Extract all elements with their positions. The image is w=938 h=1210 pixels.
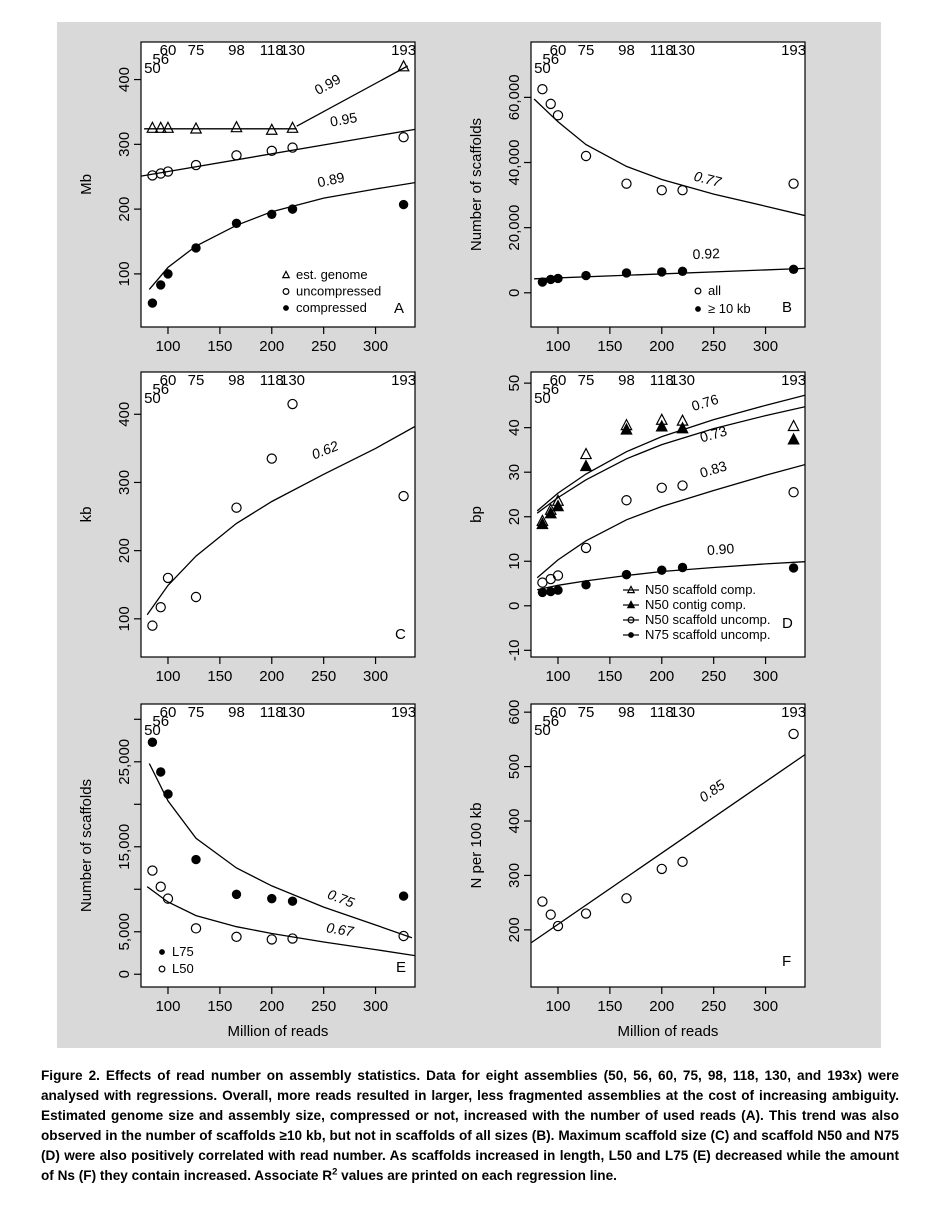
svg-text:98: 98 bbox=[618, 372, 635, 389]
svg-text:100: 100 bbox=[545, 998, 571, 1015]
svg-text:98: 98 bbox=[228, 42, 245, 59]
svg-text:200: 200 bbox=[649, 998, 675, 1015]
svg-text:400: 400 bbox=[506, 808, 523, 834]
svg-text:118: 118 bbox=[649, 372, 674, 389]
svg-text:300: 300 bbox=[363, 338, 389, 352]
svg-text:600: 600 bbox=[506, 699, 523, 725]
svg-text:60: 60 bbox=[159, 42, 177, 59]
svg-text:60,000: 60,000 bbox=[506, 74, 523, 121]
svg-text:60: 60 bbox=[549, 42, 567, 59]
svg-text:60: 60 bbox=[549, 372, 567, 389]
svg-text:L50: L50 bbox=[172, 961, 194, 976]
svg-text:0.77: 0.77 bbox=[692, 167, 723, 190]
svg-text:75: 75 bbox=[187, 372, 205, 389]
svg-text:100: 100 bbox=[155, 338, 181, 352]
svg-text:118: 118 bbox=[259, 372, 284, 389]
svg-text:193: 193 bbox=[391, 42, 417, 59]
svg-text:60: 60 bbox=[549, 704, 567, 721]
svg-text:50: 50 bbox=[144, 390, 161, 407]
svg-text:98: 98 bbox=[618, 704, 635, 721]
figure-caption bbox=[41, 1066, 899, 1186]
panel-F bbox=[469, 682, 881, 1048]
svg-text:98: 98 bbox=[228, 704, 245, 721]
svg-text:100: 100 bbox=[116, 606, 133, 632]
svg-text:L75: L75 bbox=[172, 944, 194, 959]
svg-text:0.90: 0.90 bbox=[706, 540, 735, 559]
svg-text:250: 250 bbox=[701, 338, 727, 352]
caption-superscript: 2 bbox=[332, 1166, 338, 1178]
svg-text:0: 0 bbox=[506, 601, 523, 610]
svg-text:130: 130 bbox=[280, 42, 306, 59]
svg-text:118: 118 bbox=[259, 42, 284, 59]
svg-text:150: 150 bbox=[597, 668, 623, 682]
svg-text:98: 98 bbox=[228, 372, 245, 389]
svg-text:50: 50 bbox=[506, 374, 523, 392]
svg-text:150: 150 bbox=[597, 998, 623, 1015]
svg-text:F: F bbox=[782, 953, 792, 970]
svg-text:Number of scaffolds: Number of scaffolds bbox=[78, 778, 95, 913]
svg-text:300: 300 bbox=[116, 131, 133, 157]
svg-text:100: 100 bbox=[545, 338, 571, 352]
svg-text:200: 200 bbox=[259, 668, 285, 682]
svg-text:N50 contig comp.: N50 contig comp. bbox=[645, 597, 747, 612]
svg-text:193: 193 bbox=[781, 372, 807, 389]
svg-text:0.75: 0.75 bbox=[325, 885, 357, 911]
svg-text:0.99: 0.99 bbox=[311, 70, 344, 98]
svg-text:300: 300 bbox=[753, 668, 779, 682]
svg-text:75: 75 bbox=[187, 704, 205, 721]
svg-text:0.95: 0.95 bbox=[328, 109, 359, 130]
svg-text:200: 200 bbox=[116, 538, 133, 564]
svg-text:all: all bbox=[708, 283, 722, 298]
svg-text:50: 50 bbox=[144, 722, 161, 739]
svg-text:-10: -10 bbox=[506, 639, 523, 662]
figure-area bbox=[57, 22, 881, 1048]
svg-text:Million of reads: Million of reads bbox=[617, 1023, 719, 1040]
svg-text:D: D bbox=[782, 615, 793, 632]
svg-text:300: 300 bbox=[506, 862, 523, 888]
svg-text:0.85: 0.85 bbox=[696, 776, 728, 806]
svg-text:400: 400 bbox=[116, 67, 133, 93]
svg-text:56: 56 bbox=[152, 713, 170, 730]
svg-text:Million of reads: Million of reads bbox=[227, 1023, 329, 1040]
svg-text:5,000: 5,000 bbox=[116, 912, 133, 951]
svg-text:Mb: Mb bbox=[78, 174, 95, 195]
svg-text:200: 200 bbox=[116, 196, 133, 222]
svg-text:200: 200 bbox=[259, 338, 285, 352]
svg-text:100: 100 bbox=[116, 261, 133, 287]
svg-text:20,000: 20,000 bbox=[506, 204, 523, 251]
svg-text:200: 200 bbox=[506, 917, 523, 943]
svg-text:A: A bbox=[394, 300, 405, 317]
svg-text:30: 30 bbox=[506, 463, 523, 481]
svg-text:40: 40 bbox=[506, 419, 523, 437]
svg-text:0.76: 0.76 bbox=[689, 390, 721, 415]
svg-text:200: 200 bbox=[649, 668, 675, 682]
svg-text:kb: kb bbox=[78, 506, 95, 523]
svg-text:C: C bbox=[395, 626, 406, 643]
svg-text:56: 56 bbox=[542, 713, 560, 730]
svg-text:0.89: 0.89 bbox=[315, 168, 346, 191]
svg-text:100: 100 bbox=[155, 668, 181, 682]
svg-text:98: 98 bbox=[618, 42, 635, 59]
svg-text:200: 200 bbox=[649, 338, 675, 352]
svg-text:118: 118 bbox=[259, 704, 284, 721]
svg-text:150: 150 bbox=[597, 338, 623, 352]
svg-text:10: 10 bbox=[506, 552, 523, 570]
svg-text:193: 193 bbox=[781, 704, 807, 721]
svg-text:≥ 10 kb: ≥ 10 kb bbox=[708, 301, 751, 316]
svg-text:100: 100 bbox=[155, 998, 181, 1015]
svg-text:56: 56 bbox=[152, 51, 170, 68]
svg-text:250: 250 bbox=[701, 668, 727, 682]
svg-text:N per 100 kb: N per 100 kb bbox=[469, 802, 485, 889]
svg-text:bp: bp bbox=[469, 506, 485, 523]
svg-text:75: 75 bbox=[577, 42, 595, 59]
svg-text:130: 130 bbox=[670, 42, 696, 59]
svg-text:56: 56 bbox=[152, 381, 170, 398]
svg-text:130: 130 bbox=[670, 372, 696, 389]
svg-text:0.62: 0.62 bbox=[309, 437, 341, 463]
svg-text:56: 56 bbox=[542, 51, 560, 68]
svg-text:400: 400 bbox=[116, 401, 133, 427]
svg-text:20: 20 bbox=[506, 508, 523, 526]
svg-text:300: 300 bbox=[753, 998, 779, 1015]
svg-text:300: 300 bbox=[753, 338, 779, 352]
svg-text:50: 50 bbox=[534, 722, 551, 739]
svg-text:compressed: compressed bbox=[296, 300, 367, 315]
panel-A bbox=[57, 22, 469, 352]
svg-text:0: 0 bbox=[116, 970, 133, 979]
svg-text:200: 200 bbox=[259, 998, 285, 1015]
svg-text:60: 60 bbox=[159, 372, 177, 389]
caption-text-end: values are printed on each regression line. bbox=[337, 1168, 617, 1183]
svg-text:56: 56 bbox=[542, 381, 560, 398]
svg-text:50: 50 bbox=[144, 60, 161, 77]
svg-text:N50 scaffold comp.: N50 scaffold comp. bbox=[645, 582, 757, 597]
svg-text:130: 130 bbox=[670, 704, 696, 721]
svg-text:B: B bbox=[782, 299, 793, 316]
svg-text:150: 150 bbox=[207, 668, 233, 682]
svg-text:60: 60 bbox=[159, 704, 177, 721]
svg-text:300: 300 bbox=[116, 469, 133, 495]
svg-text:15,000: 15,000 bbox=[116, 823, 133, 870]
svg-text:25,000: 25,000 bbox=[116, 738, 133, 785]
svg-text:0.73: 0.73 bbox=[698, 422, 729, 446]
svg-text:250: 250 bbox=[311, 998, 337, 1015]
panel-C bbox=[57, 352, 469, 682]
svg-text:0.67: 0.67 bbox=[325, 919, 355, 940]
svg-text:50: 50 bbox=[534, 390, 551, 407]
svg-text:75: 75 bbox=[577, 372, 595, 389]
svg-text:0: 0 bbox=[506, 288, 523, 297]
svg-text:40,000: 40,000 bbox=[506, 139, 523, 186]
panel-B bbox=[469, 22, 881, 352]
svg-text:300: 300 bbox=[363, 998, 389, 1015]
svg-text:E: E bbox=[396, 959, 407, 976]
svg-text:0.92: 0.92 bbox=[692, 245, 721, 263]
panel-D bbox=[469, 352, 881, 682]
svg-text:193: 193 bbox=[391, 372, 417, 389]
svg-text:193: 193 bbox=[781, 42, 807, 59]
svg-text:193: 193 bbox=[391, 704, 417, 721]
svg-text:uncompressed: uncompressed bbox=[296, 283, 382, 299]
svg-text:250: 250 bbox=[701, 998, 727, 1015]
panel-E bbox=[57, 682, 469, 1048]
svg-text:150: 150 bbox=[207, 338, 233, 352]
svg-text:300: 300 bbox=[363, 668, 389, 682]
svg-text:118: 118 bbox=[649, 704, 674, 721]
svg-text:est. genome: est. genome bbox=[296, 267, 368, 282]
svg-text:130: 130 bbox=[280, 372, 306, 389]
svg-text:100: 100 bbox=[545, 668, 571, 682]
svg-text:500: 500 bbox=[506, 754, 523, 780]
svg-text:N75 scaffold uncomp.: N75 scaffold uncomp. bbox=[645, 627, 771, 642]
svg-text:250: 250 bbox=[311, 668, 337, 682]
svg-text:N50 scaffold uncomp.: N50 scaffold uncomp. bbox=[645, 612, 771, 627]
svg-text:150: 150 bbox=[207, 998, 233, 1015]
svg-text:250: 250 bbox=[311, 338, 337, 352]
svg-text:50: 50 bbox=[534, 60, 551, 77]
svg-text:130: 130 bbox=[280, 704, 306, 721]
svg-text:75: 75 bbox=[187, 42, 205, 59]
svg-text:Number of scaffolds: Number of scaffolds bbox=[469, 117, 485, 252]
caption-text: Figure 2. Effects of read number on assembly statistics. Data for eight assemblies (50, 56, 60, 75, 98, 118, 130, and 193x) were analysed with regressions. Overall, more reads resulted in larger, less fragmented assemblies at the cost of increasing ambiguity. Estimated genome size and assembly size, compressed or not, increased with the number of used reads (A). This trend was also observed in the number of scaffolds ≥10 kb, but not in scaffolds of all sizes (B). Maximum scaffold size (C) and scaffold N50 and N75 (D) were also positively correlated with read number. As scaffolds increased in length, L50 and L75 (E) decreased while the amount of Ns (F) they contain increased. Associate R bbox=[41, 1068, 899, 1183]
svg-text:118: 118 bbox=[649, 42, 674, 59]
svg-text:75: 75 bbox=[577, 704, 595, 721]
svg-text:0.83: 0.83 bbox=[697, 457, 729, 481]
